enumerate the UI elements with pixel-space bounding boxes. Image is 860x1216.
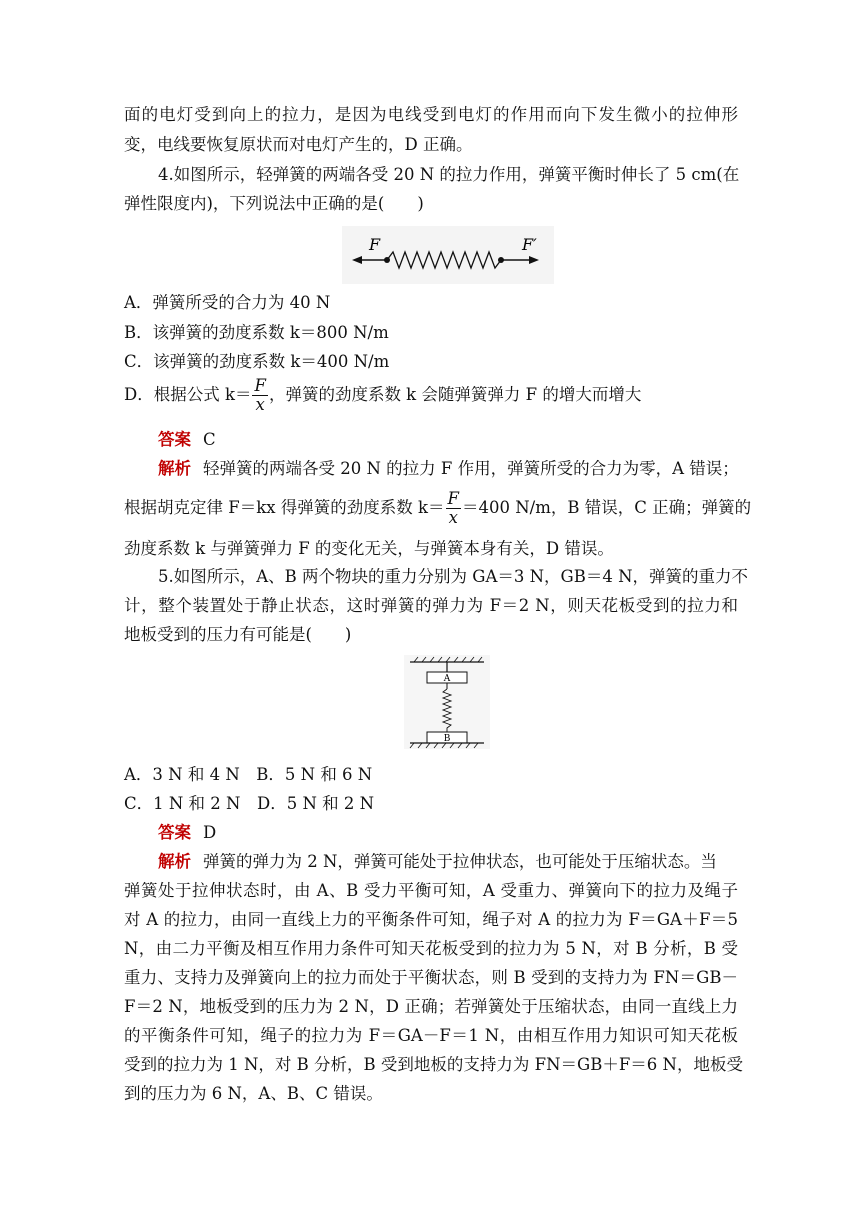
- explanation-label: 解析: [158, 459, 191, 478]
- text-line: 变，电线要恢复原状而对电灯产生的，D 正确。: [124, 135, 473, 154]
- answer-5: [158, 822, 772, 844]
- answer-4: [158, 429, 772, 451]
- fraction-denominator: x: [448, 508, 458, 527]
- answer-value: C: [203, 430, 216, 449]
- explanation-5-line: 对 A 的拉力，由同一直线上力的平衡条件可知，绳子对 A 的拉力为 F＝GA＋F＝5: [124, 910, 738, 929]
- spring-figure: [342, 226, 554, 284]
- explanation-text: 根据胡克定律 F＝kx 得弹簧的劲度系数 k＝: [124, 498, 445, 517]
- explanation-4: [158, 458, 772, 480]
- option-d-prefix: D．根据公式 k＝: [124, 385, 252, 404]
- explanation-4-line: 劲度系数 k 与弹簧弹力 F 的变化无关，与弹簧本身有关，D 错误。: [124, 539, 614, 558]
- explanation-5-line: F＝2 N，地板受到的压力为 2 N，D 正确；若弹簧处于压缩状态，由同一直线上力: [124, 997, 738, 1016]
- options-cd: C．1 N 和 2 N D．5 N 和 2 N: [124, 794, 375, 813]
- option-a: A．弹簧所受的合力为 40 N: [124, 293, 331, 312]
- question-5-stem: 地板受到的压力有可能是( ): [124, 625, 352, 644]
- force-right-label: F′: [522, 235, 537, 254]
- answer-value: D: [203, 823, 217, 842]
- question-5-stem: 计，整个装置处于静止状态，这时弹簧的弹力为 F＝2 N，则天花板受到的拉力和: [124, 596, 738, 615]
- blocks-spring-figure: [404, 655, 490, 749]
- force-left-label: F: [369, 235, 381, 254]
- explanation-5: [158, 851, 772, 873]
- explanation-text: ＝400 N/m，B 错误，C 正确；弹簧的: [461, 498, 752, 517]
- fraction-numerator: F: [254, 376, 266, 395]
- options-ab: A．3 N 和 4 N B．5 N 和 6 N: [124, 765, 373, 784]
- fraction-numerator: F: [447, 489, 459, 508]
- question-4-stem: 弹性限度内)，下列说法中正确的是( ): [124, 194, 424, 213]
- explanation-label: 解析: [158, 852, 191, 871]
- explanation-5-line: N，由二力平衡及相互作用力条件可知天花板受到的拉力为 5 N，对 B 分析，B 受: [124, 939, 738, 958]
- option-b: B．该弹簧的劲度系数 k＝800 N/m: [124, 323, 389, 342]
- option-d: [124, 377, 738, 414]
- block-a-label: A: [443, 674, 451, 684]
- explanation-4-line: [124, 489, 752, 527]
- option-c: C．该弹簧的劲度系数 k＝400 N/m: [124, 352, 390, 371]
- text-line: 面的电灯受到向上的拉力，是因为电线受到电灯的作用而向下发生微小的拉伸形: [124, 105, 738, 124]
- explanation-5-line: 受到的拉力为 1 N，对 B 分析，B 受到地板的支持力为 FN＝GB＋F＝6 N，地板受: [124, 1055, 743, 1074]
- fraction-f-over-x: [446, 490, 461, 527]
- fraction-f-over-x: [252, 377, 267, 414]
- block-b-label: B: [443, 734, 451, 744]
- explanation-5-line: 到的压力为 6 N，A、B、C 错误。: [124, 1084, 383, 1103]
- question-4-stem: 4.如图所示，轻弹簧的两端各受 20 N 的拉力作用，弹簧平衡时伸长了 5 cm(在: [158, 165, 740, 184]
- answer-label: 答案: [158, 430, 191, 449]
- explanation-text: 弹簧的弹力为 2 N，弹簧可能处于拉伸状态，也可能处于压缩状态。当: [203, 852, 717, 871]
- option-d-suffix: ，弹簧的劲度系数 k 会随弹簧弹力 F 的增大而增大: [268, 385, 642, 404]
- explanation-5-line: 弹簧处于拉伸状态时，由 A、B 受力平衡可知，A 受重力、弹簧向下的拉力及绳子: [124, 881, 738, 900]
- fraction-denominator: x: [255, 395, 265, 414]
- answer-label: 答案: [158, 823, 191, 842]
- explanation-5-line: 的平衡条件可知，绳子的拉力为 F＝GA－F＝1 N，由相互作用力知识可知天花板: [124, 1026, 738, 1045]
- explanation-5-line: 重力、支持力及弹簧向上的拉力而处于平衡状态，则 B 受到的支持力为 FN＝GB－: [124, 968, 738, 987]
- question-5-stem: 5.如图所示，A、B 两个物块的重力分别为 GA＝3 N，GB＝4 N，弹簧的重力不: [158, 567, 749, 586]
- explanation-text: 轻弹簧的两端各受 20 N 的拉力 F 作用，弹簧所受的合力为零，A 错误；: [203, 459, 739, 478]
